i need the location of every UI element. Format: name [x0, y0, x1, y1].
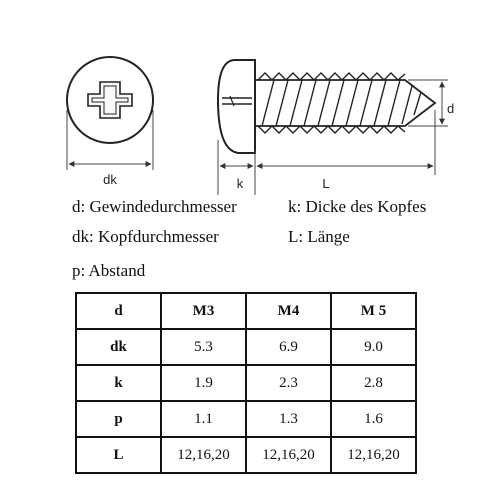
row-label: L — [76, 437, 161, 473]
table-row — [76, 365, 416, 401]
table-row — [76, 401, 416, 437]
table-row — [76, 437, 416, 473]
table-cell: 12,16,20 — [246, 437, 331, 473]
header-cell: M 5 — [331, 293, 416, 329]
L-label: L — [322, 176, 330, 191]
table-cell: 5.3 — [161, 329, 246, 365]
table-header-row — [76, 293, 416, 329]
row-label: dk — [76, 329, 161, 365]
screw-drawing — [0, 0, 500, 200]
table-cell: 12,16,20 — [331, 437, 416, 473]
header-cell: M3 — [161, 293, 246, 329]
table-cell: 2.3 — [246, 365, 331, 401]
table-cell: 1.1 — [161, 401, 246, 437]
table-cell: 2.8 — [331, 365, 416, 401]
legend-d: d: Gewindedurchmesser — [72, 197, 237, 216]
table-cell: 1.3 — [246, 401, 331, 437]
header-cell: M4 — [246, 293, 331, 329]
dk-label: dk — [103, 172, 117, 187]
header-cell: d — [76, 293, 161, 329]
table-cell: 12,16,20 — [161, 437, 246, 473]
table-cell: 9.0 — [331, 329, 416, 365]
row-label: k — [76, 365, 161, 401]
k-label: k — [236, 176, 244, 191]
head-top-view — [67, 57, 153, 143]
table-row — [76, 329, 416, 365]
legend-dk: dk: Kopfdurchmesser — [72, 227, 219, 246]
table-cell: 1.6 — [331, 401, 416, 437]
table-cell: 1.9 — [161, 365, 246, 401]
legend-L: L: Länge — [288, 227, 350, 246]
legend-p: p: Abstand — [72, 261, 146, 280]
legend-k: k: Dicke des Kopfes — [288, 197, 427, 216]
screw-side-view — [218, 60, 435, 153]
row-label: p — [76, 401, 161, 437]
table-cell: 6.9 — [246, 329, 331, 365]
d-label: d — [447, 101, 455, 116]
spec-table — [75, 292, 417, 474]
